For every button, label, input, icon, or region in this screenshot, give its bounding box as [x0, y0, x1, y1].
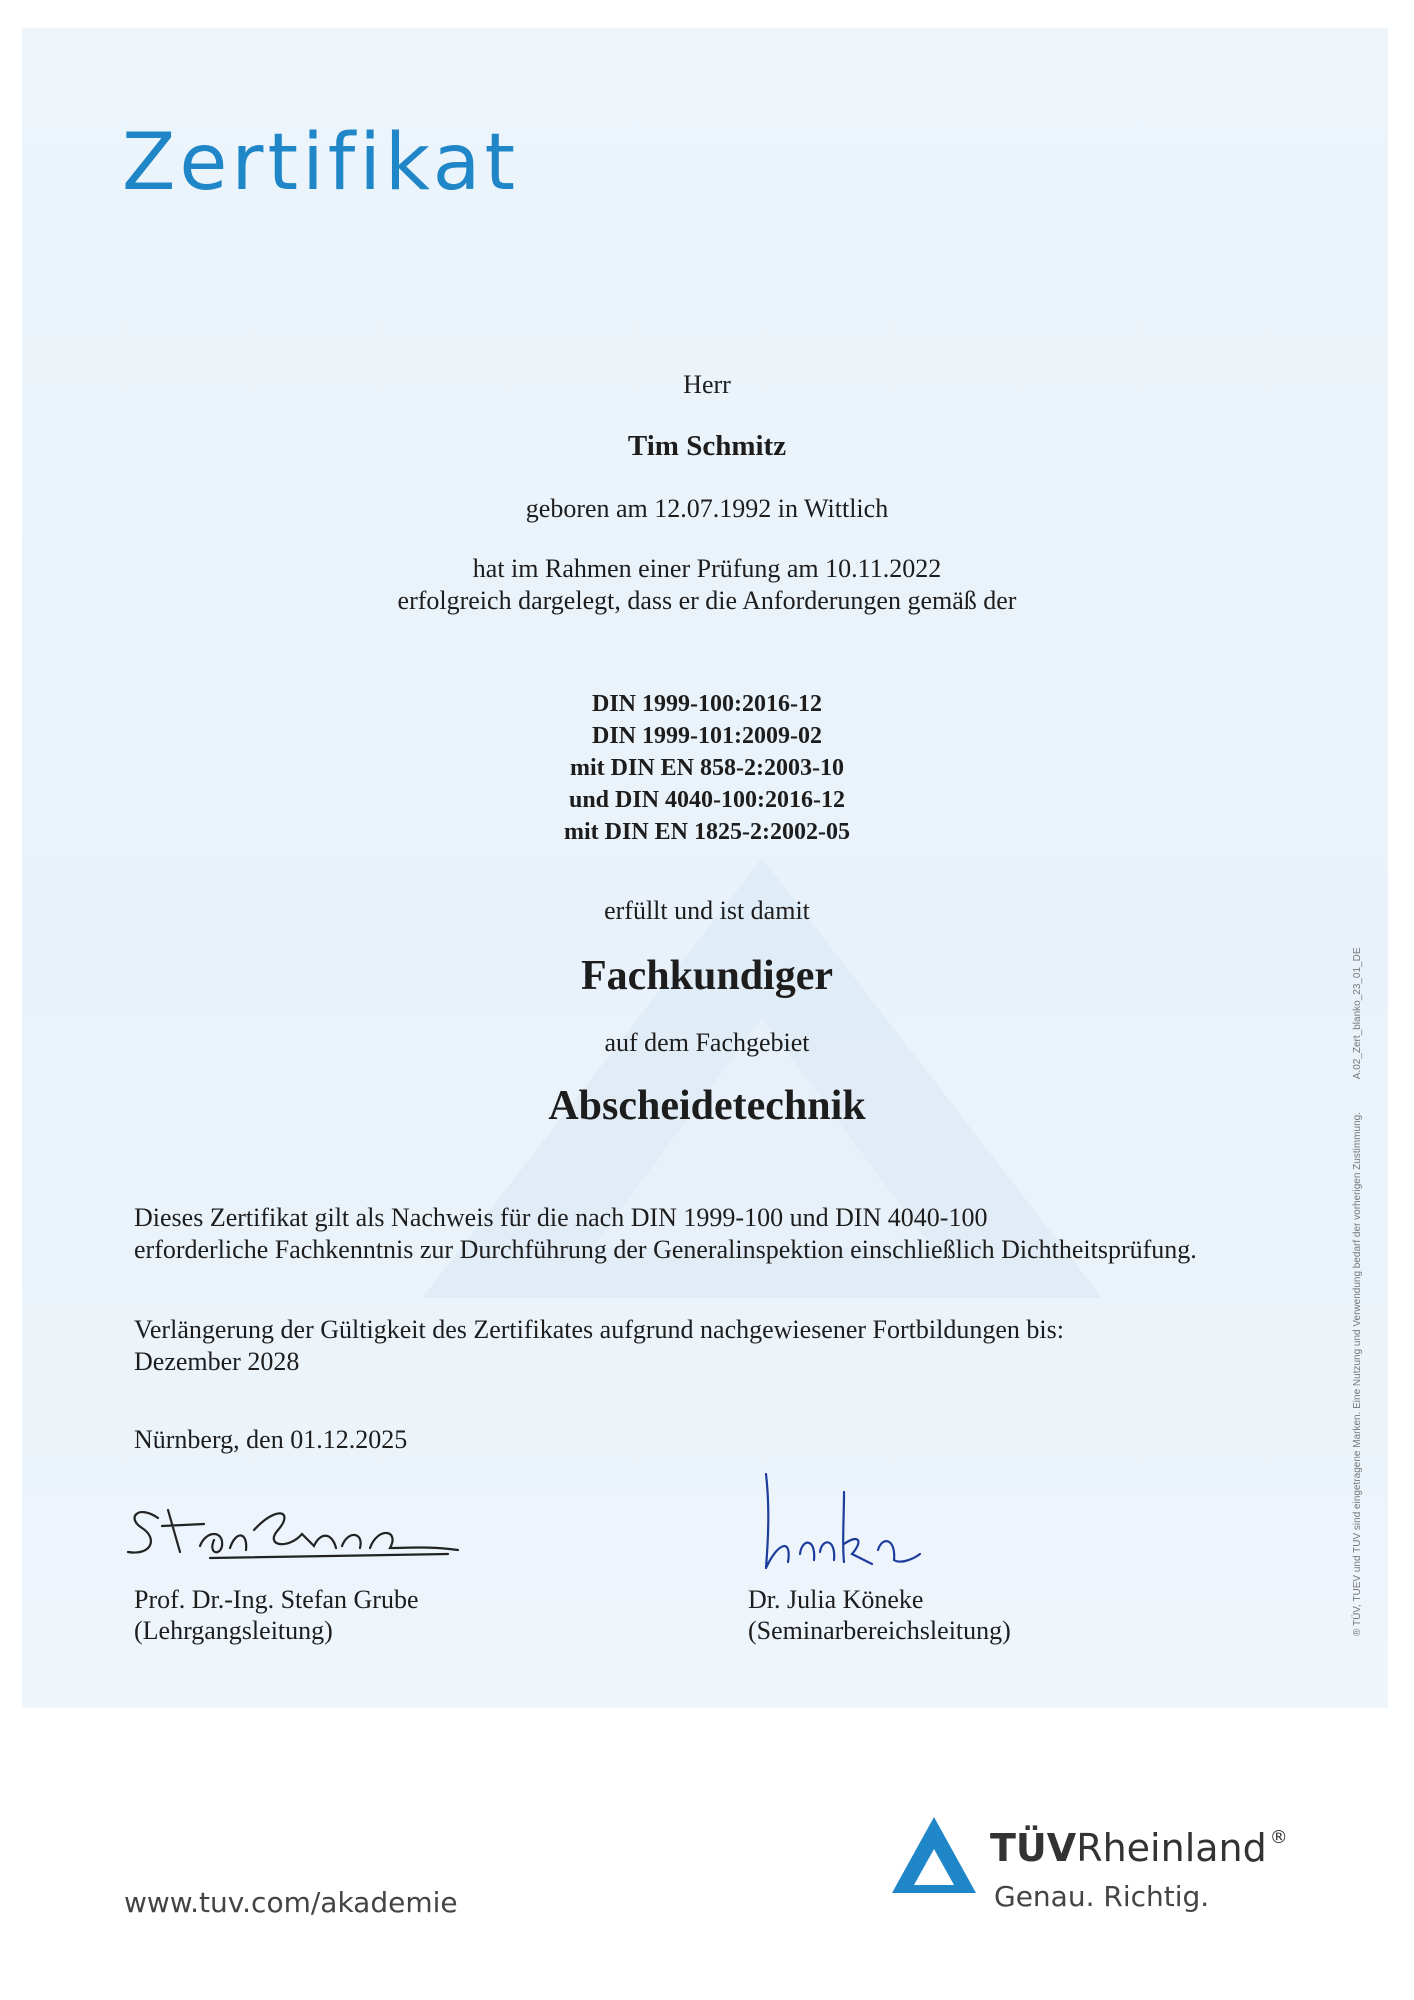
standards-list	[0, 688, 1414, 848]
role-title: Fachkundiger	[580, 953, 834, 999]
signatory-grube	[134, 1584, 419, 1646]
trademark-text: ® TÜV, TUEV und TUV sind eingetragene Marken. Eine Nutzung und Verwendung bedarf der vorherigen Zustimmung.	[1352, 1112, 1363, 1636]
birth-info: geboren am 12.07.1992 in Wittlich	[525, 494, 889, 523]
exam-line-1: hat im Rahmen einer Prüfung am 10.11.2022	[472, 554, 942, 583]
signatory-name: Dr. Julia Köneke	[748, 1585, 924, 1614]
field-label: auf dem Fachgebiet	[604, 1028, 810, 1057]
signatory-role: (Lehrgangsleitung)	[134, 1616, 333, 1645]
validity-line-2: erforderliche Fachkenntnis zur Durchführung der Generalinspektion einschließlich Dichtheitsprüfung.	[134, 1235, 1197, 1264]
standard-item: und DIN 4040-100:2016-12	[568, 787, 846, 813]
signature-grube-icon	[118, 1490, 468, 1570]
tuv-logo-wordmark	[990, 1826, 1288, 1870]
standard-item: DIN 1999-101:2009-02	[592, 723, 822, 749]
validity-line-1: Dieses Zertifikat gilt als Nachweis für die nach DIN 1999-100 und DIN 4040-100	[134, 1203, 988, 1232]
field-title: Abscheidetechnik	[548, 1083, 866, 1129]
signatory-name: Prof. Dr.-Ing. Stefan Grube	[134, 1585, 419, 1614]
standard-item: DIN 1999-100:2016-12	[592, 691, 822, 717]
place-date: Nürnberg, den 01.12.2025	[134, 1425, 408, 1454]
signatory-koeneke	[748, 1584, 1011, 1646]
document-code: A.02_Zert_blanko_23_01_DE	[1352, 947, 1363, 1080]
salutation: Herr	[683, 370, 731, 399]
tuv-logo-triangle-icon	[890, 1815, 978, 1895]
signature-koeneke-icon	[748, 1468, 928, 1578]
extension-line-1: Verlängerung der Gültigkeit des Zertifikates aufgrund nachgewiesener Fortbildungen bis:	[134, 1315, 1064, 1344]
brand-bold: TÜV	[990, 1826, 1077, 1870]
standard-item: mit DIN EN 858-2:2003-10	[570, 755, 844, 781]
certificate-background	[22, 28, 1388, 1708]
standard-item: mit DIN EN 1825-2:2002-05	[564, 819, 850, 845]
extension-line-2: Dezember 2028	[134, 1347, 300, 1376]
certificate-title: Zertifikat	[122, 118, 520, 208]
registered-mark: ®	[1269, 1827, 1288, 1848]
tuv-slogan: Genau. Richtig.	[994, 1880, 1210, 1913]
signatory-role: (Seminarbereichsleitung)	[748, 1616, 1011, 1645]
footer-url: www.tuv.com/akademie	[124, 1886, 458, 1919]
exam-line-2: erfolgreich dargelegt, dass er die Anforderungen gemäß der	[397, 586, 1017, 615]
fulfilled-text: erfüllt und ist damit	[604, 896, 810, 925]
trademark-note	[1352, 676, 1363, 1636]
brand-rest: Rheinland	[1076, 1826, 1267, 1870]
recipient-name: Tim Schmitz	[627, 430, 787, 462]
